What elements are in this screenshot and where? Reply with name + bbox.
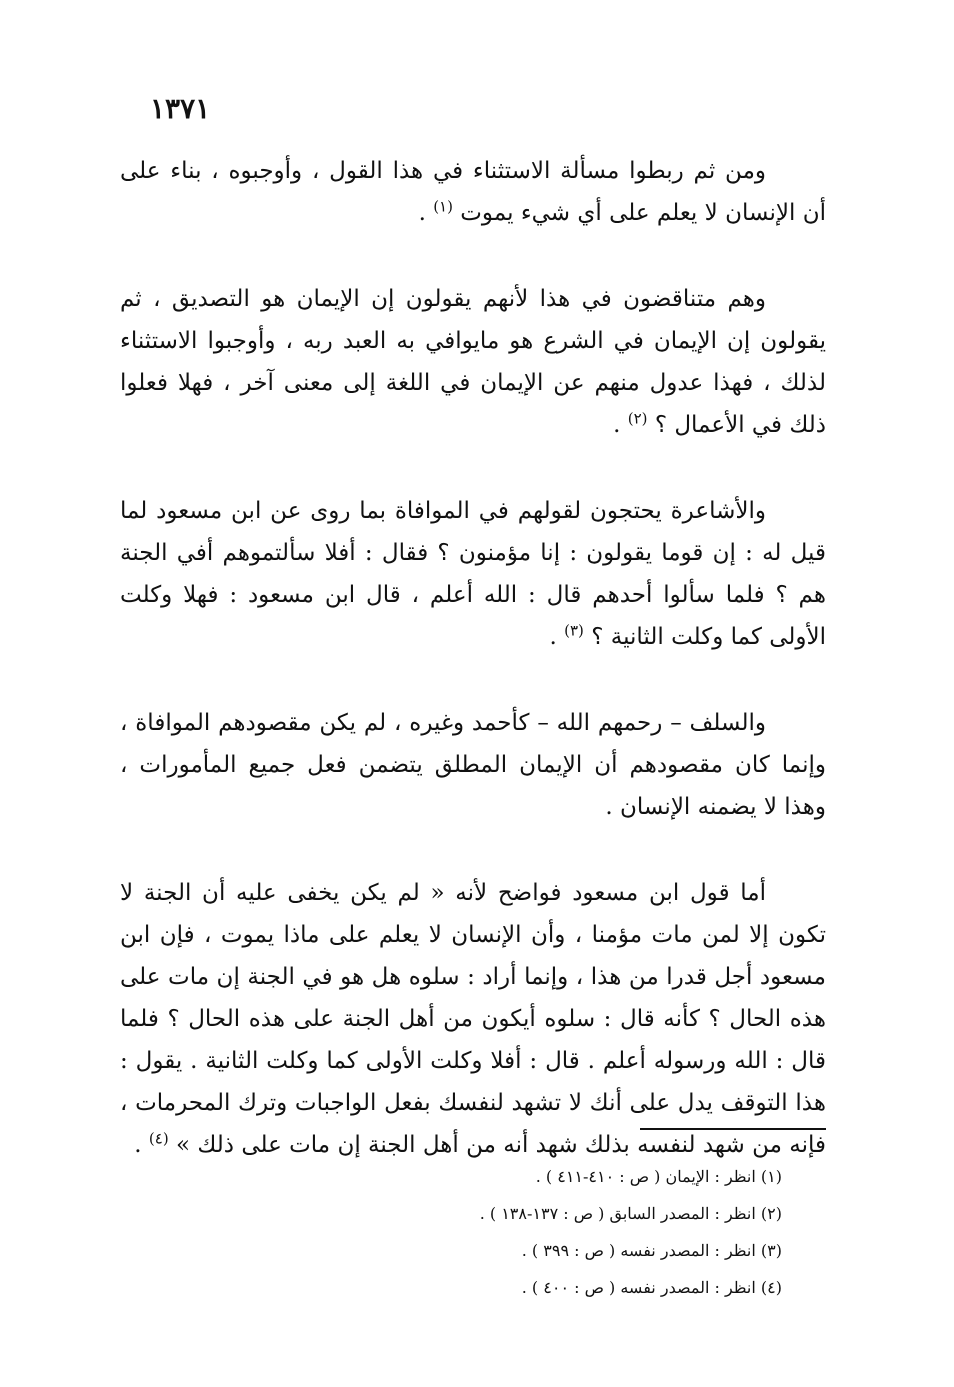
paragraph-3 <box>120 490 826 658</box>
footnote-ref: (٣) <box>564 621 584 640</box>
footnote-ref: (٤) <box>148 1129 169 1148</box>
paragraph-text: أما قول ابن مسعود فواضح لأنه « لم يكن يخفى عليه أن الجنة لا تكون إلا لمن مات مؤمنا ، وأن الإنسان لا يعلم على ماذا يموت ، فإن ابن مسعود أجل قدرا من هذا ، وإنما أراد : سلوه هل هو في الجنة إن مات على هذه الحال ؟ كأنه قال : سلوه أيكون من أهل الجنة على هذه الحال ؟ فلما قال : الله ورسوله أعلم . قال : أفلا وكلت الأولى كما وكلت الثانية . يقول : هذا التوقف يدل على أنك لا تشهد لنفسك بفعل الواجبات وترك المحرمات ، فإنه من شهد لنفسه بذلك شهد أنه من أهل الجنة إن مات على ذلك » <box>120 880 826 1158</box>
paragraph-text: ومن ثم ربطوا مسألة الاستثناء في هذا القول ، وأوجبوه ، بناء على أن الإنسان لا يعلم على أي شيء يموت <box>120 158 826 226</box>
page-number: ١٣٧١ <box>150 92 211 125</box>
paragraph-1 <box>120 150 826 234</box>
body-text <box>120 150 826 1210</box>
footnote-ref: (١) <box>433 197 453 216</box>
footnotes <box>300 1158 782 1306</box>
paragraph-end: . <box>134 1132 149 1158</box>
paragraph-end: . <box>613 412 628 438</box>
paragraph-end: . <box>418 200 434 226</box>
paragraph-text: والسلف – رحمهم الله – كأحمد وغيره ، لم يكن مقصودهم الموافاة ، وإنما كان مقصودهم أن الإيمان المطلق يتضمن فعل جميع المأمورات ، وهذا لا يضمنه الإنسان . <box>120 710 826 820</box>
paragraph-4 <box>120 702 826 828</box>
paragraph-end: . <box>549 624 565 650</box>
paragraph-2 <box>120 278 826 446</box>
footnote-1: (١) انظر : الإيمان ( ص : ٤١٠-٤١١ ) . <box>535 1167 782 1186</box>
footnote-separator <box>640 1128 826 1130</box>
paragraph-5 <box>120 872 826 1166</box>
paragraph-text: والأشاعرة يحتجون لقولهم في الموافاة بما روى عن ابن مسعود لما قيل له : إن قوما يقولون : إنا مؤمنون ؟ فقال : أفلا سألتموهم أفي الجنة هم ؟ فلما سألوا أحدهم قال : الله أعلم ، قال ابن مسعود : فهلا وكلت الأولى كما وكلت الثانية ؟ <box>120 498 826 650</box>
footnote-4: (٤) انظر : المصدر نفسه ( ص : ٤٠٠ ) . <box>521 1278 782 1297</box>
footnote-ref: (٢) <box>627 409 648 428</box>
paragraph-text: وهم متناقضون في هذا لأنهم يقولون إن الإيمان هو التصديق ، ثم يقولون إن الإيمان في الشرع هو مايوافي به العبد ربه ، وأوجبوا الاستثناء لذلك ، فهذا عدول منهم عن الإيمان في اللغة إلى معنى آخر ، فهلا فعلوا ذلك في الأعمال ؟ <box>120 286 826 438</box>
footnote-2: (٢) انظر : المصدر السابق ( ص : ١٣٧-١٣٨ ) . <box>479 1204 782 1223</box>
footnote-3: (٣) انظر : المصدر نفسه ( ص : ٣٩٩ ) . <box>521 1241 782 1260</box>
